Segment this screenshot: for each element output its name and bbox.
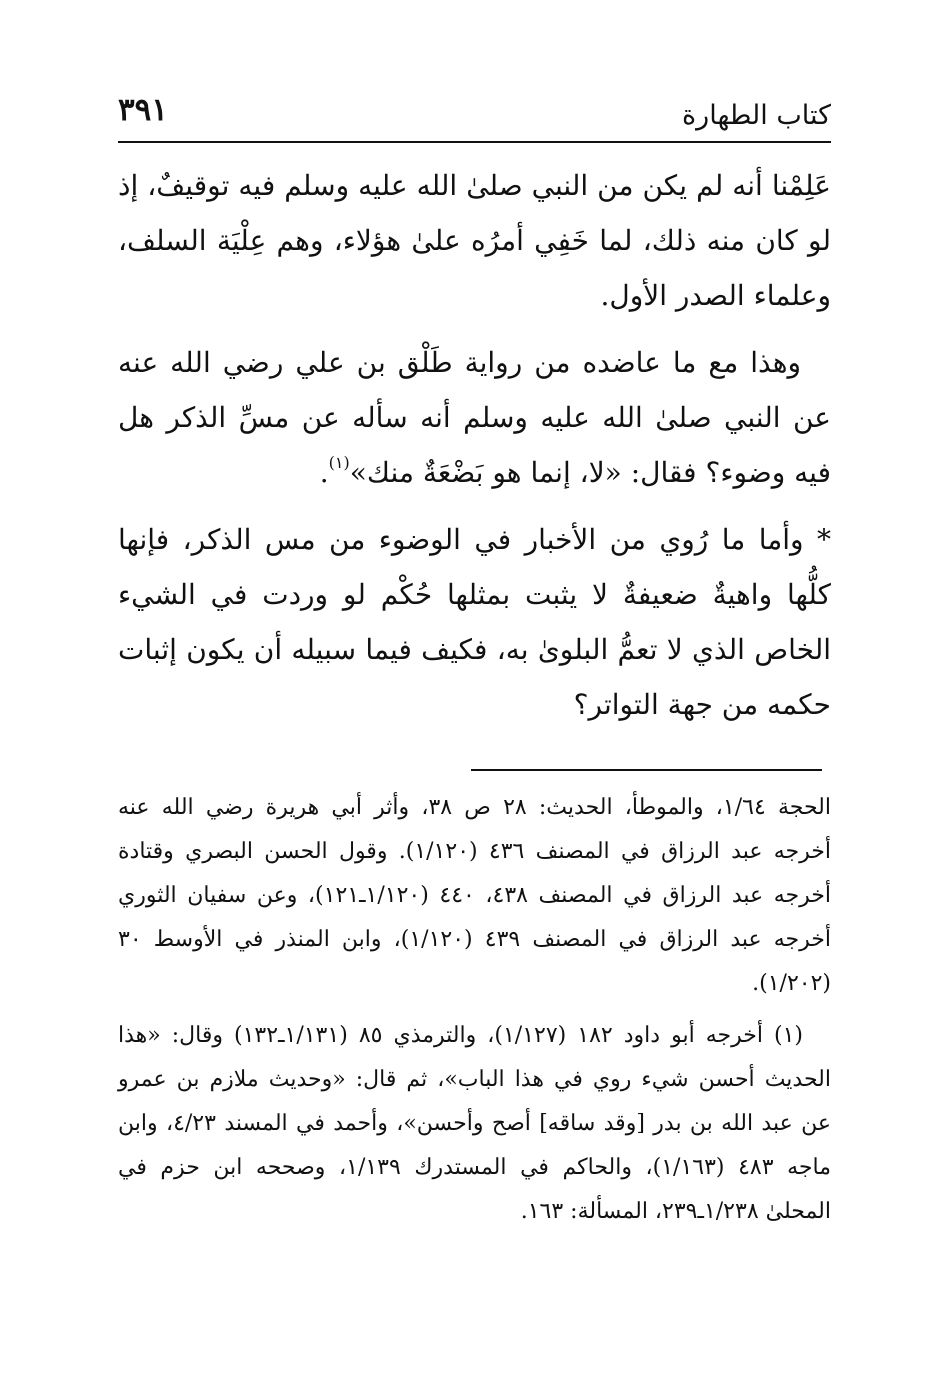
footnote-text: (١) أخرجه أبو داود ١٨٢ (١/١٢٧)، والترمذي ٨٥ (١/١٣١ـ١٣٢) وقال: «هذا الحديث أحسن شيء روي في هذا الباب»، ثم قال: «وحديث ملازم بن عمرو عن عبد الله بن بدر [وقد ساقه] أصح وأحسن»، وأحمد في المسند ٤/٢٣، وابن ماجه ٤٨٣ (١/١٦٣)، والحاكم في المستدرك ١/١٣٩، وصححه ابن حزم في المحلىٰ ١/٢٣٨ـ٢٣٩، المسألة: ١٦٣. — [118, 1023, 832, 1224]
paragraph-text: * وأما ما رُوي من الأخبار في الوضوء من مس الذكر، فإنها كلُّها واهيةٌ ضعيفةٌ لا يثبت بمثلها حُكْم لو وردت في الشيء الخاص الذي لا تعمُّ البلوىٰ به، فكيف فيما سبيله أن يكون إثبات حكمه من جهة التواتر؟ — [118, 523, 831, 721]
paragraph — [118, 158, 831, 323]
running-title: كتاب الطهارة — [682, 100, 831, 131]
footnote-1 — [118, 1014, 831, 1234]
paragraph-text: وهذا مع ما عاضده من رواية طَلْق بن علي رضي الله عنه عن النبي صلىٰ الله عليه وسلم أنه سأله عن مسِّ الذكر هل فيه وضوء؟ فقال: «لا، إنما هو بَضْعَةٌ منك» — [118, 346, 831, 489]
main-text — [118, 158, 831, 744]
paragraph-text: عَلِمْنا أنه لم يكن من النبي صلىٰ الله عليه وسلم فيه توقيفٌ، إذ لو كان منه ذلك، لما خَفِي أمرُه علىٰ هؤلاء، وهم عِلْيَة السلف، وعلماء الصدر الأول. — [118, 169, 831, 312]
header-rule — [118, 141, 831, 143]
page-number: ٣٩١ — [118, 92, 168, 128]
footnote-text: الحجة ١/٦٤، والموطأ، الحديث: ٢٨ ص ٣٨، وأثر أبي هريرة رضي الله عنه أخرجه عبد الرزاق في المصنف ٤٣٦ (١/١٢٠). وقول الحسن البصري وقتادة أخرجه عبد الرزاق في المصنف ٤٣٨، ٤٤٠ (١/١٢٠ـ١٢١)، وعن سفيان الثوري أخرجه عبد الرزاق في المصنف ٤٣٩ (١/١٢٠)، وابن المنذر في الأوسط ٣٠ (١/٢٠٢). — [118, 795, 832, 996]
paragraph — [118, 335, 831, 500]
paragraph — [118, 512, 831, 732]
footnote-continuation — [118, 786, 831, 1006]
footnotes — [118, 786, 831, 1242]
footnote-reference: (١) — [328, 453, 350, 472]
footnote-separator — [471, 769, 822, 771]
page-header — [118, 88, 831, 138]
paragraph-end-punctuation: . — [319, 456, 329, 489]
